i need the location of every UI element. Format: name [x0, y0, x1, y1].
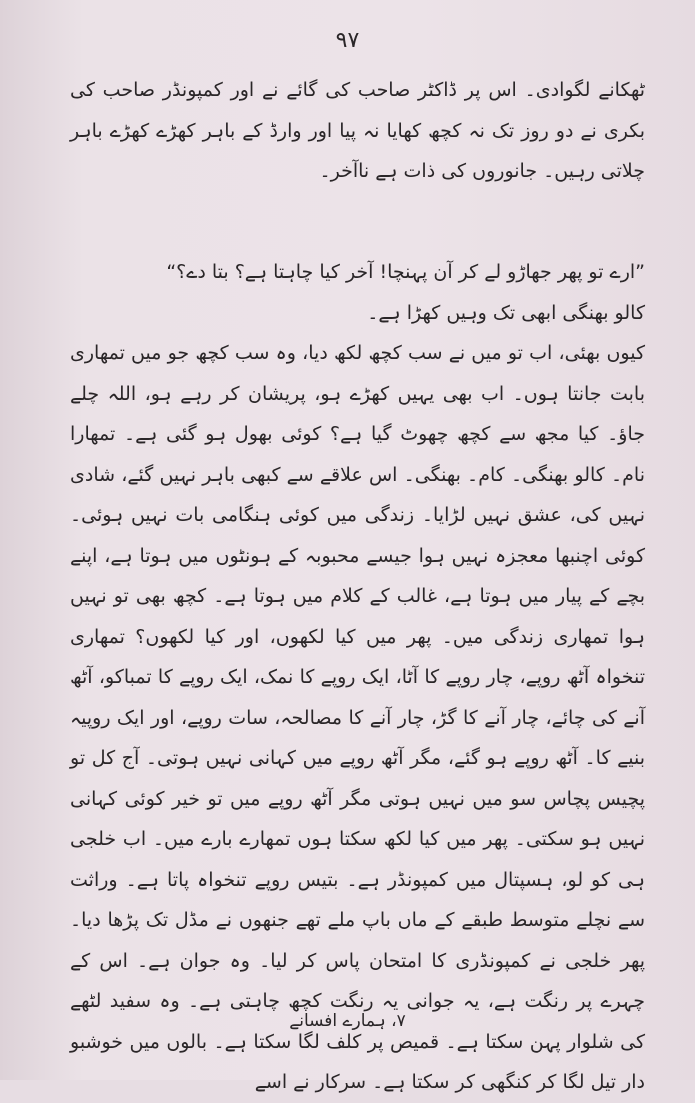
text-block-top [70, 70, 645, 192]
paragraph: ”ارے تو پھر جھاڑو لے کر آن پہنچا! آخر کیا چاہتا ہے؟ بتا دے؟“ [166, 261, 645, 283]
page-footer: ۷، ہمارے افسانے [289, 1011, 406, 1031]
paragraph: کالو بھنگی ابھی تک وہیں کھڑا ہے۔ [367, 301, 645, 324]
page-number: ۹۷ [335, 28, 360, 53]
paragraph: ٹھکانے لگوادی۔ اس پر ڈاکٹر صاحب کی گائے نے اور کمپونڈر صاحب کی بکری نے دو روز تک نہ کچھ کھایا نہ پیا اور وارڈ کے باہر کھڑے کھڑے باہر چلاتی رہیں۔ جانوروں کی ذات ہے ناآخر۔ [70, 79, 645, 182]
paragraph: کیوں بھئی، اب تو میں نے سب کچھ لکھ دیا، وہ سب کچھ جو میں تمھاری بابت جانتا ہوں۔ اب بھی یہیں کھڑے ہو، پریشان کر رہے ہو، اللہ چلے جاؤ۔ کیا مجھ سے کچھ چھوٹ گیا ہے؟ کوئی بھول ہو گئی ہے۔ تمھارا نام۔ کالو بھنگی۔ کام۔ بھنگی۔ اس علاقے سے کبھی باہر نہیں گئے، شادی نہیں کی، عشق نہیں لڑایا۔ زندگی میں کوئی ہنگامی بات نہیں ہوئی۔ کوئی اچنبھا معجزہ نہیں ہوا جیسے محبوبہ کے ہونٹوں میں ہوتا ہے، اپنے بچے کے پیار میں ہوتا ہے، غالب کے کلام میں ہوتا ہے۔ کچھ بھی تو نہیں ہوا تمھاری زندگی میں۔ پھر میں کیا لکھوں، اور کیا لکھوں؟ تمھاری تنخواہ آٹھ روپے، چار روپے کا آٹا، ایک روپے کا نمک، ایک روپے کا تمباکو، آٹھ آنے کی چائے، چار آنے کا گڑ، چار آنے کا مصالحہ، سات روپے، اور ایک روپیہ بنیے کا۔ آٹھ روپے ہو گئے، مگر آٹھ روپے میں کہانی نہیں ہوتی۔ آج کل تو پچیس پچاس سو میں نہیں ہوتی مگر آٹھ روپے میں تو خیر کوئی کہانی نہیں ہو سکتی۔ پھر میں کیا لکھ سکتا ہوں تمھارے بارے میں۔ اب خلجی ہی کو لو، ہسپتال میں کمپونڈر ہے۔ بتیس روپے تنخواہ پاتا ہے۔ وراثت سے نچلے متوسط طبقے کے ماں باپ ملے تھے جنھوں نے مڈل تک پڑھا دیا۔ پھر خلجی نے کمپونڈری کا امتحان پاس کر لیا۔ وہ جوان ہے۔ اس کے چہرے پر رنگت ہے، یہ جوانی یہ رنگت کچھ چاہتی ہے۔ وہ سفید لٹھے کی شلوار پہن سکتا ہے۔ قمیص پر کلف لگا سکتا ہے۔ بالوں میں خوشبو دار تیل لگا کر کنگھی کر سکتا ہے۔ سرکار نے اسے [70, 342, 645, 1093]
text-block-main [70, 252, 645, 1103]
